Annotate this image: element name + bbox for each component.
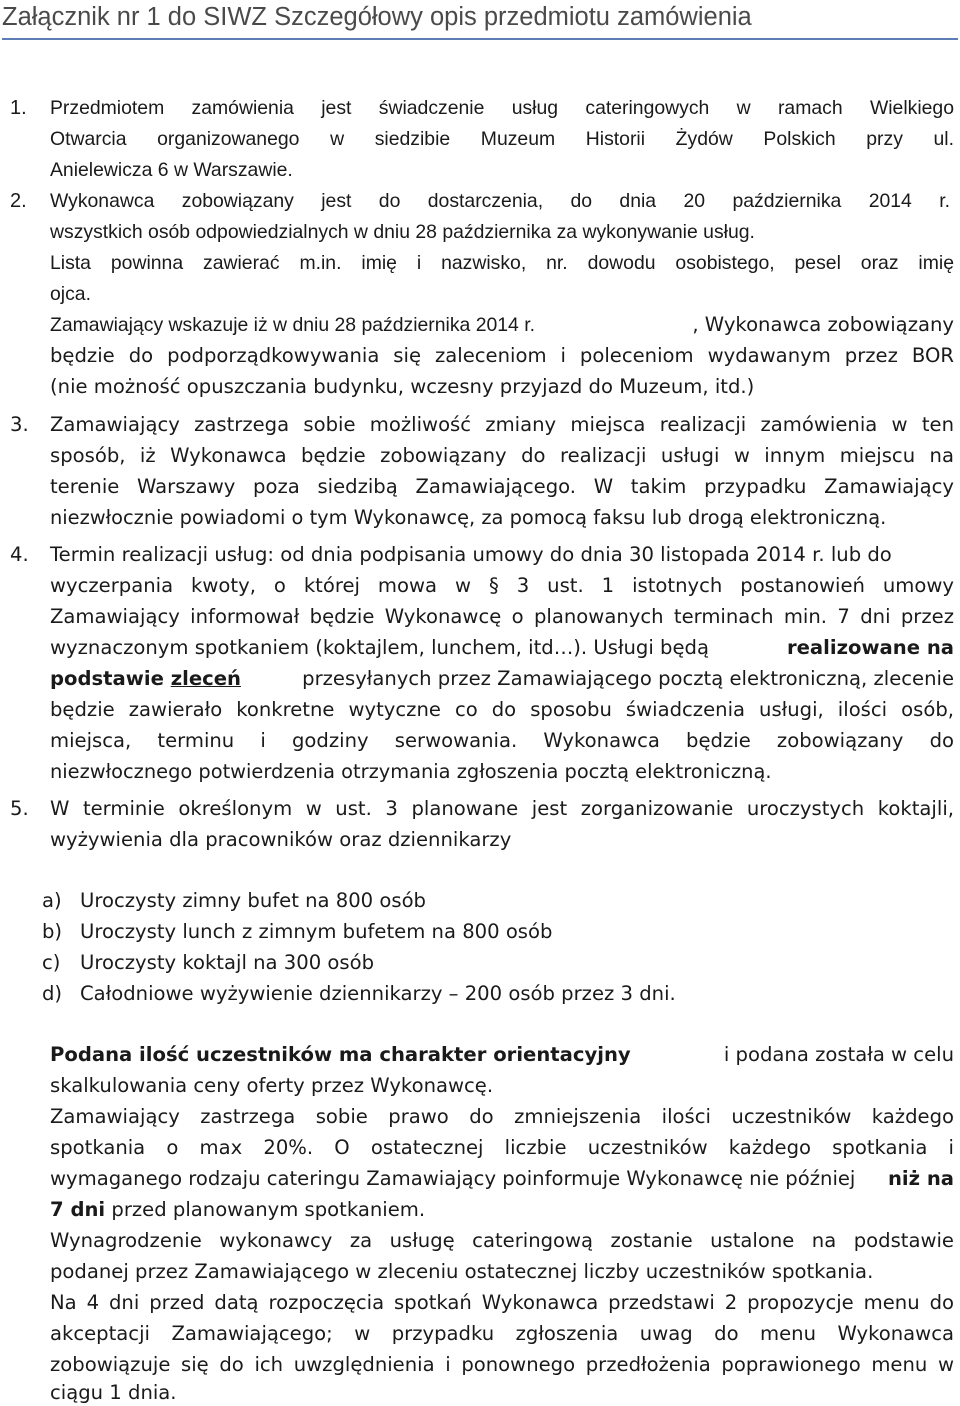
item-4-line-2: wyczerpania kwoty, o której mowa w § 3 ust. 1 istotnych postanowień umowy [50,574,954,597]
item-4-line-4-bold: realizowane na [786,636,954,659]
item-2-line-2: wszystkich osób odpowiedzialnych w dniu 28 października za wykonywanie usług. [50,221,755,243]
item-number-5: 5. [10,797,29,820]
item-4-line-5-bold-1: podstawie [50,667,171,690]
item-4-line-4-text: wyznaczonym spotkaniem (koktajlem, lunchem, itd…). Usługi będą [50,636,716,659]
note-2-line-2: spotkania o max 20%. O ostatecznej liczbie uczestników każdego spotkania i [50,1136,954,1159]
item-4-line-7: miejsca, terminu i godziny serwowania. Wykonawca będzie zobowiązany do [50,729,954,752]
item-3-line-1: Zamawiający zastrzega sobie możliwość zmiany miejsca realizacji zamówienia w ten [50,413,954,436]
item-5-line-2: wyżywienia dla pracowników oraz dziennikarzy [50,828,512,851]
item-4-line-1: Termin realizacji usług: od dnia podpisania umowy do dnia 30 listopada 2014 r. lub do [50,543,892,566]
item-4-line-5-boldgroup [50,666,241,692]
document-title: Załącznik nr 1 do SIWZ Szczegółowy opis przedmiotu zamówienia [2,3,752,31]
item-4-line-8: niezwłocznego potwierdzenia otrzymania zgłoszenia pocztą elektroniczną. [50,760,772,783]
note-4-line-1: Na 4 dni przed datą rozpoczęcia spotkań Wykonawca przedstawi 2 propozycje menu do [50,1291,954,1314]
note-1-rest: i podana została w celu [717,1043,954,1066]
subitem-text-b: Uroczysty lunch z zimnym bufetem na 800 osób [80,920,553,943]
subitem-text-c: Uroczysty koktajl na 300 osób [80,951,375,974]
note-4-line-3: zobowiązuje się do ich uwzględnienia i ponownego przedłożenia poprawionego menu w [50,1353,954,1376]
item-5-line-1: W terminie określonym w ust. 3 planowane jest zorganizowanie uroczystych koktajli, [50,797,954,820]
subitem-label-b: b) [42,920,63,943]
item-4-line-4 [50,635,954,661]
item-4-line-5-bold-underlined: zleceń [170,667,241,690]
note-2-line-3-bold: niż na [887,1167,954,1190]
title-underline [2,38,958,40]
note-2-line-4-bold: 7 dni [50,1198,106,1221]
note-3-line-2: podanej przez Zamawiającego w zleceniu ostatecznej liczby uczestników spotkania. [50,1260,874,1283]
item-2-line-5 [50,312,954,338]
item-number-2: 2. [10,190,27,212]
item-2-line-5-cont: , Wykonawca zobowiązany [692,313,954,336]
subitem-label-d: d) [42,982,63,1005]
note-2-line-3-text: wymaganego rodzaju cateringu Zamawiający poinformuje Wykonawcę nie później [50,1167,862,1190]
note-3-line-1: Wynagrodzenie wykonawcy za usługę cateringową zostanie ustalone na podstawie [50,1229,954,1252]
item-1-line-2: Otwarcia organizowanego w siedzibie Muzeum Historii Żydów Polskich przy ul. [50,128,954,150]
note-2-line-4-text: przed planowanym spotkaniem. [105,1198,426,1221]
item-1-line-3: Anielewicza 6 w Warszawie. [50,159,293,181]
item-2-line-7: (nie możność opuszczania budynku, wczesny przyjazd do Muzeum, itd.) [50,375,755,398]
note-4-line-2: akceptacji Zamawiającego; w przypadku zgłoszenia uwag do menu Wykonawca [50,1322,954,1345]
item-3-line-4: niezwłocznie powiadomi o tym Wykonawcę, za pomocą faksu lub drogą elektroniczną. [50,506,887,529]
note-4-line-4: ciągu 1 dnia. [50,1381,177,1404]
note-1-line-1 [50,1042,954,1068]
item-3-line-3: terenie Warszawy poza siedzibą Zamawiającego. W takim przypadku Zamawiający [50,475,954,498]
note-1-bold: Podana ilość uczestników ma charakter orientacyjny [50,1043,631,1066]
item-2-line-5-text: Zamawiający wskazuje iż w dniu 28 października 2014 r. [50,314,536,336]
item-2-line-4: ojca. [50,283,91,305]
item-4-line-6: będzie zawierało konkretne wytyczne co do sposobu świadczenia usługi, ilości osób, [50,698,954,721]
note-2-line-3 [50,1166,954,1192]
item-2-line-6: będzie do podporządkowywania się zaleceniom i poleceniom wydawanym przez BOR [50,344,954,367]
subitem-label-c: c) [42,951,61,974]
note-1-line-2: skalkulowania ceny oferty przez Wykonawcę. [50,1074,494,1097]
item-2-line-3: Lista powinna zawierać m.in. imię i nazwisko, nr. dowodu osobistego, pesel oraz imię [50,252,954,274]
item-number-4: 4. [10,543,29,566]
item-3-line-2: sposób, iż Wykonawca będzie zobowiązany do realizacji usługi w innym miejscu na [50,444,954,467]
subitem-label-a: a) [42,889,62,912]
subitem-text-a: Uroczysty zimny bufet na 800 osób [80,889,426,912]
subitem-text-d: Całodniowe wyżywienie dziennikarzy – 200 osób przez 3 dni. [80,982,676,1005]
note-2-line-4 [50,1197,425,1223]
item-4-line-5-text: przesyłanych przez Zamawiającego pocztą elektroniczną, zlecenie [295,667,954,690]
item-2-line-1: Wykonawca zobowiązany jest do dostarczenia, do dnia 20 października 2014 r. [50,190,950,212]
item-number-1: 1. [10,97,27,119]
item-number-3: 3. [10,413,29,436]
note-2-line-1: Zamawiający zastrzega sobie prawo do zmniejszenia ilości uczestników każdego [50,1105,954,1128]
item-4-line-3: Zamawiający informował będzie Wykonawcę o planowanych terminach min. 7 dni przez [50,605,954,628]
item-4-line-5 [50,666,954,692]
item-1-line-1: Przedmiotem zamówienia jest świadczenie usług cateringowych w ramach Wielkiego [50,97,954,119]
